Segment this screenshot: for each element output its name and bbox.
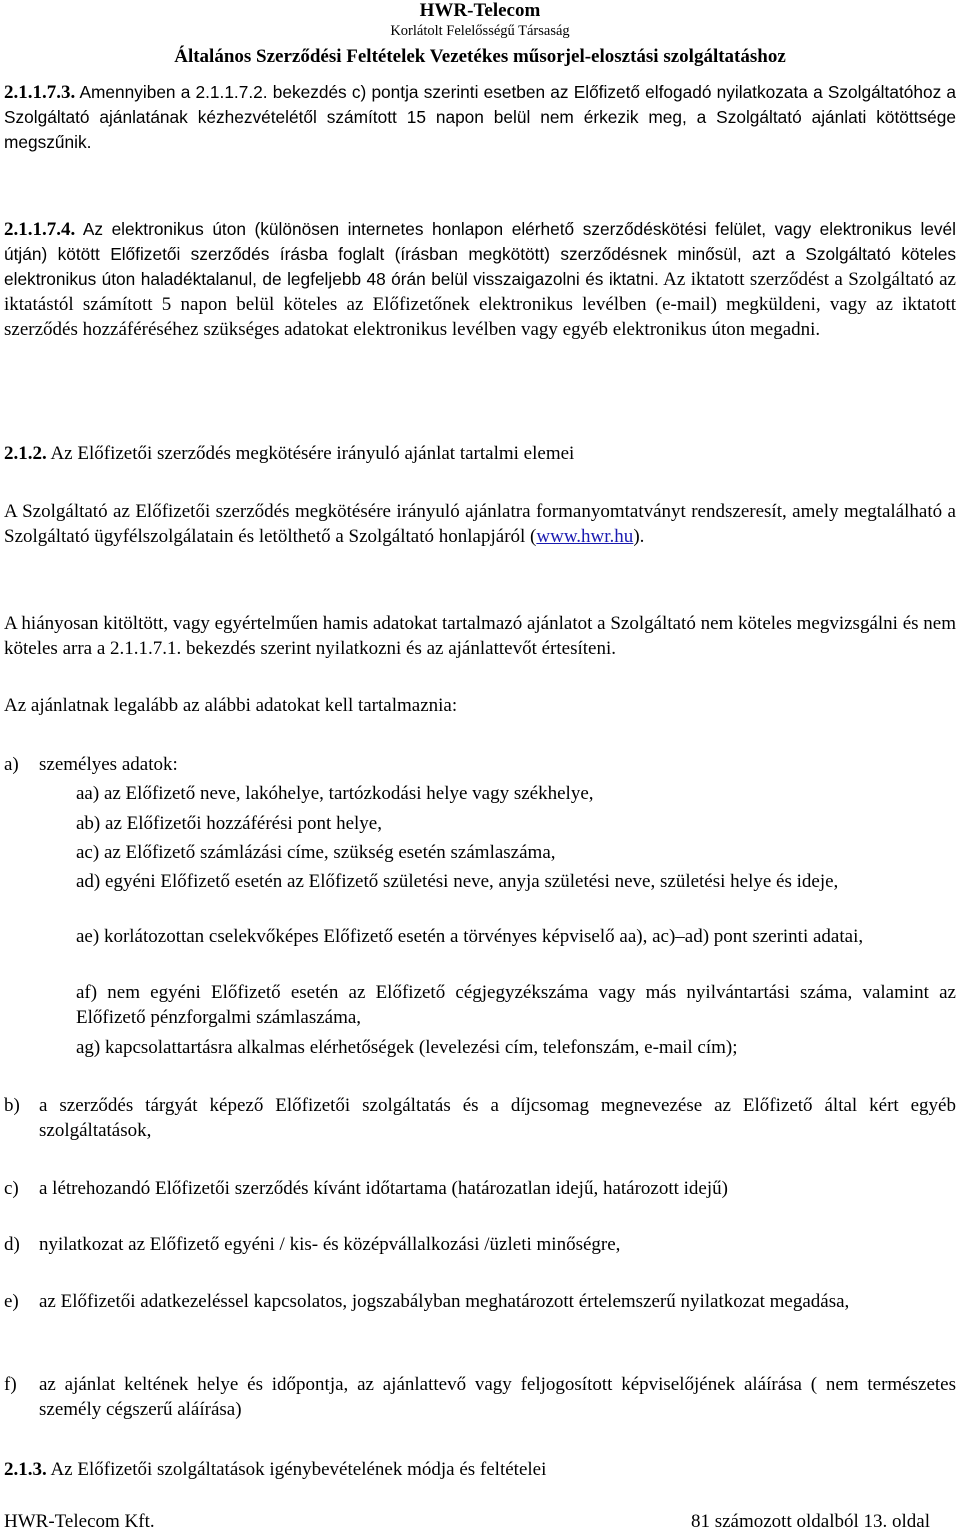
list-subitem-ae: ae) korlátozottan cselekvőképes Előfizető esetén a törvényes képviselő aa), ac)–ad) pont szerinti adatai, (76, 926, 864, 947)
list-marker: c) (4, 1178, 19, 1199)
paragraph-text: A Szolgáltató az Előfizetői szerződés megkötésére irányuló ajánlatra formanyomtatványt rendszeresít, amely megtalálható a Szolgáltató ügyfélszolgálatain és letölthető a Szolgáltató honlapjáról ( (4, 501, 956, 547)
paragraph-2-1-1-7-4 (4, 217, 956, 342)
list-item-f (4, 1372, 956, 1422)
paragraph-text: Amennyiben a 2.1.1.7.2. bekezdés c) pontja szerinti esetben az Előfizető elfogadó nyilatkozata a Szolgáltatóhoz a Szolgáltató ajánlatának kézhezvételétől számított 15 napon belül nem érkezik meg, a Szolgáltató ajánlati kötöttsége megszűnik. (4, 82, 956, 152)
section-number: 2.1.2. (4, 443, 47, 464)
paragraph-2-1-1-7-3 (4, 80, 956, 155)
footer-page-number: 81 számozott oldalból 13. oldal (690, 1511, 930, 1532)
paragraph-form (4, 499, 956, 549)
list-subitem-ab: ab) az Előfizetői hozzáférési pont helye, (76, 813, 382, 834)
paragraph-minimum-data: Az ajánlatnak legalább az alábbi adatokat kell tartalmaznia: (4, 695, 458, 716)
list-subitem-ag: ag) kapcsolattartásra alkalmas elérhetőségek (levelezési cím, telefonszám, e-mail cím); (76, 1037, 738, 1058)
paragraph-incomplete-offer: A hiányosan kitöltött, vagy egyértelműen hamis adatokat tartalmazó ajánlatot a Szolgáltató nem köteles megvizsgálni és nem köteles arra a 2.1.1.7.1. bekezdés szerint nyilatkozni és az ajánlattevőt értesíteni. (4, 613, 956, 659)
list-marker: f) (4, 1374, 17, 1395)
heading-2-1-3 (4, 1457, 956, 1482)
list-item-a (4, 752, 956, 777)
section-number: 2.1.1.7.3. (4, 82, 76, 103)
header-company: HWR-Telecom (419, 0, 541, 21)
list-marker: e) (4, 1291, 19, 1312)
paragraph-text-sans: Az elektronikus úton (különösen internetes honlapon elérhető szerződéskötési felület, vagy elektronikus levél útján) kötött Előfizetői szerződés írásba foglalt (írásban megkötött) szerződésnek minősül, azt a Szolgáltató köteles elektronikus úton haladéktalanul, de legfeljebb 48 órán belül visszaigazolni és iktatni. (4, 219, 956, 289)
paragraph-end: ). (633, 526, 645, 547)
list-marker: a) (4, 754, 19, 775)
list-text: személyes adatok: (39, 754, 178, 775)
list-item-e (4, 1289, 956, 1314)
list-subitem-ad: ad) egyéni Előfizető esetén az Előfizető születési neve, anyja születési neve, születési helye és ideje, (76, 871, 839, 892)
list-text: az Előfizetői adatkezeléssel kapcsolatos, jogszabályban meghatározott értelemszerű nyilatkozat megadása, (39, 1291, 850, 1312)
list-text: az ajánlat keltének helye és időpontja, az ajánlattevő vagy feljogosított képviselőjének aláírása ( nem természetes személy cégszerű aláírása) (39, 1374, 956, 1420)
section-title: Az Előfizetői szerződés megkötésére irányuló ajánlat tartalmi elemei (46, 443, 575, 464)
list-text: a szerződés tárgyát képező Előfizetői szolgáltatás és a díjcsomag megnevezése az Előfizető által kért egyéb szolgáltatások, (39, 1095, 956, 1141)
list-item-d (4, 1232, 956, 1257)
paragraph-text-serif: Az iktatott szerződést a Szolgáltató az iktatástól számított 5 napon belül köteles az Előfizetőnek elektronikus levélben (e-mail) megküldeni, vagy az iktatott szerződés hozzáféréséhez szükséges adatokat elektronikus levélben vagy egyéb elektronikus úton megadni. (4, 269, 956, 340)
header-company-type: Korlátolt Felelősségű Társaság (390, 23, 570, 39)
list-subitem-af: af) nem egyéni Előfizető esetén az Előfizető cégjegyzékszáma vagy más nyilvántartási száma, valamint az Előfizető pénzforgalmi számlaszáma, (76, 982, 956, 1028)
website-link[interactable]: www.hwr.hu (536, 526, 634, 547)
list-text: nyilatkozat az Előfizető egyéni / kis- és középvállalkozási /üzleti minőségre, (39, 1234, 621, 1255)
header-document-title: Általános Szerződési Feltételek Vezetékes műsorjel-elosztási szolgáltatáshoz (174, 46, 786, 67)
section-title: Az Előfizetői szolgáltatások igénybevételének módja és feltételei (46, 1459, 547, 1480)
list-item-c (4, 1176, 956, 1201)
footer-company: HWR-Telecom Kft. (4, 1511, 155, 1532)
section-number: 2.1.1.7.4. (4, 219, 76, 240)
list-marker: d) (4, 1234, 20, 1255)
section-number: 2.1.3. (4, 1459, 47, 1480)
list-subitem-ac: ac) az Előfizető számlázási címe, szükség esetén számlaszáma, (76, 842, 556, 863)
heading-2-1-2 (4, 441, 956, 466)
list-item-b (4, 1093, 956, 1143)
list-text: a létrehozandó Előfizetői szerződés kívánt időtartama (határozatlan idejű, határozott idejű) (39, 1178, 728, 1199)
list-subitem-aa: aa) az Előfizető neve, lakóhelye, tartózkodási helye vagy székhelye, (76, 783, 594, 804)
list-marker: b) (4, 1095, 20, 1116)
